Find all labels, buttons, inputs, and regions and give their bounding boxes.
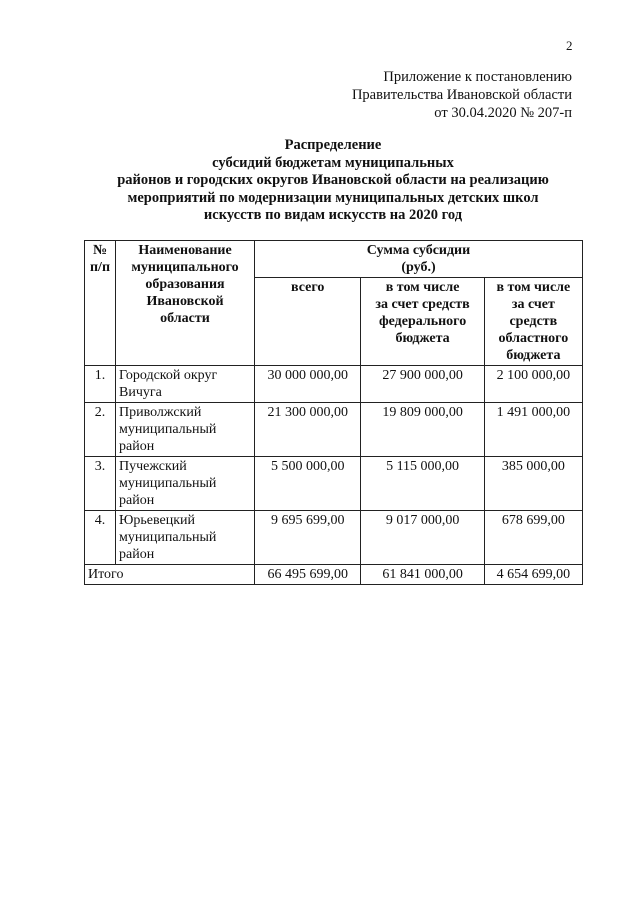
table-header-row: [85, 241, 583, 278]
header-municipality-label: Наименование муниципального образования Ивановской области: [131, 243, 239, 326]
row-number: 3.: [85, 457, 116, 511]
document-title: [84, 137, 582, 225]
totals-federal: 61 841 000,00: [361, 565, 484, 585]
row-federal: 27 900 000,00: [361, 366, 484, 403]
table-row: [85, 403, 583, 457]
totals-regional: 4 654 699,00: [484, 565, 582, 585]
header-total-label: всего: [291, 280, 325, 295]
row-total: 30 000 000,00: [255, 366, 361, 403]
header-number: [85, 241, 116, 366]
totals-row: [85, 565, 583, 585]
table-row: [85, 366, 583, 403]
appendix-line: Приложение к постановлению: [383, 69, 572, 85]
row-regional: 2 100 000,00: [484, 366, 582, 403]
row-total: 9 695 699,00: [255, 511, 361, 565]
appendix-note: [352, 68, 572, 122]
table-row: [85, 511, 583, 565]
row-municipality: Приволжский муниципальный район: [116, 403, 255, 457]
row-federal: 5 115 000,00: [361, 457, 484, 511]
header-number-label: № п/п: [89, 243, 111, 275]
title-line: Распределение: [284, 137, 382, 153]
row-total: 21 300 000,00: [255, 403, 361, 457]
row-number: 4.: [85, 511, 116, 565]
row-number: 1.: [85, 366, 116, 403]
header-regional-label: в том числе за счет средств областного бюджета: [496, 280, 571, 363]
title-line: мероприятий по модернизации муниципальных детских школ: [127, 189, 539, 206]
subsidy-table: [84, 240, 583, 585]
title-line: искусств по видам искусств на 2020 год: [203, 207, 463, 223]
appendix-line: от 30.04.2020 № 207-п: [434, 105, 572, 121]
row-total: 5 500 000,00: [255, 457, 361, 511]
title-line: субсидий бюджетам муниципальных: [212, 154, 454, 171]
row-federal: 9 017 000,00: [361, 511, 484, 565]
row-regional: 385 000,00: [484, 457, 582, 511]
header-total: [255, 278, 361, 366]
row-federal: 19 809 000,00: [361, 403, 484, 457]
table-row: [85, 457, 583, 511]
row-regional: 1 491 000,00: [484, 403, 582, 457]
title-line: районов и городских округов Ивановской области на реализацию: [117, 172, 549, 188]
row-municipality: Юрьевецкий муниципальный район: [116, 511, 255, 565]
row-regional: 678 699,00: [484, 511, 582, 565]
row-municipality: Городской округ Вичуга: [116, 366, 255, 403]
page-number: 2: [566, 38, 573, 53]
row-municipality: Пучежский муниципальный район: [116, 457, 255, 511]
appendix-line: Правительства Ивановской области: [351, 87, 572, 103]
header-subsidy-sum-label: Сумма субсидии (руб.): [366, 243, 471, 275]
header-federal-label: в том числе за счет средств федерального бюджета: [375, 280, 470, 346]
header-subsidy-sum: [255, 241, 583, 278]
totals-label: Итого: [85, 565, 255, 585]
row-number: 2.: [85, 403, 116, 457]
header-federal: [361, 278, 484, 366]
header-regional: [484, 278, 582, 366]
totals-total: 66 495 699,00: [255, 565, 361, 585]
header-municipality: [116, 241, 255, 366]
